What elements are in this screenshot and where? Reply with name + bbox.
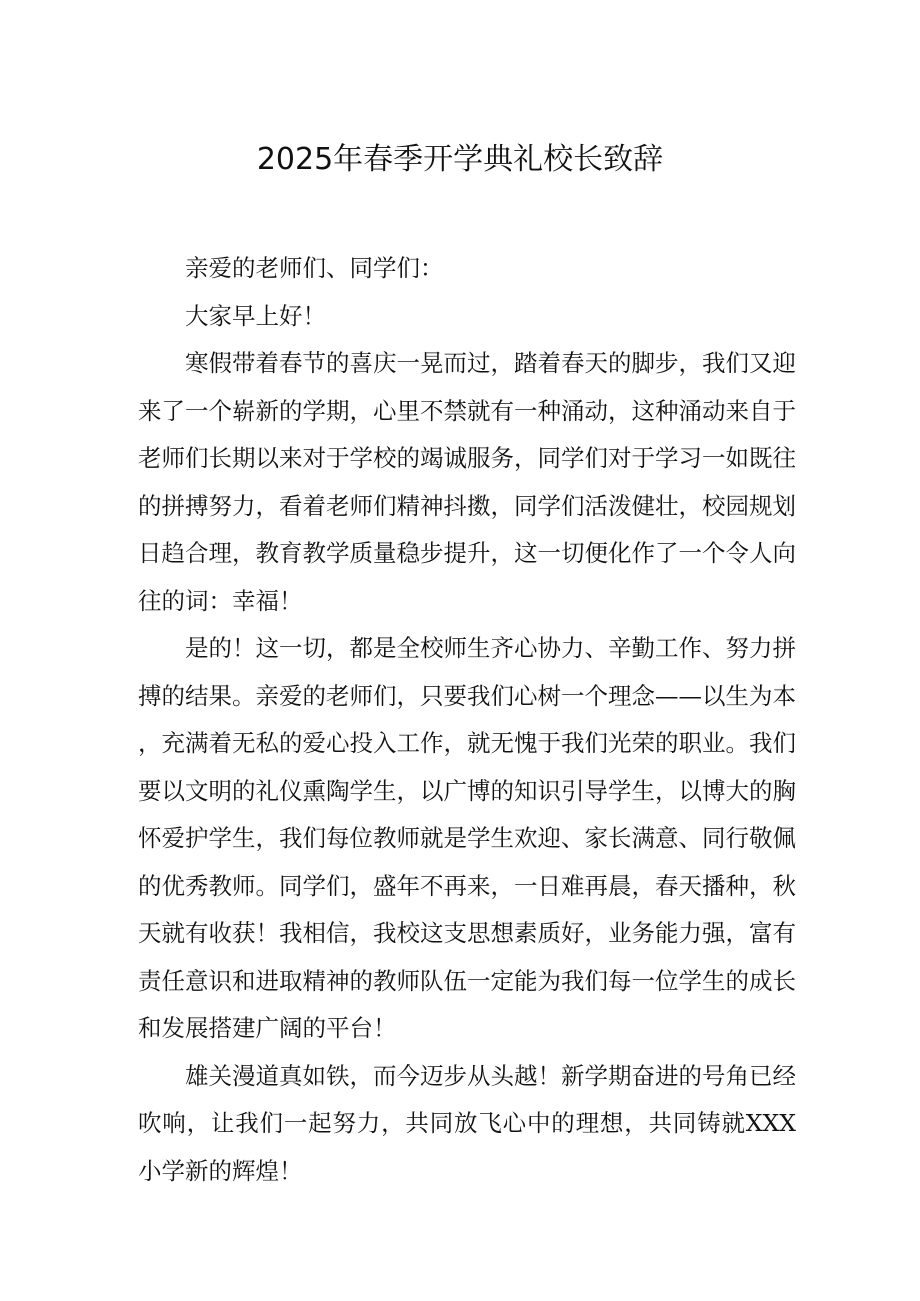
greeting: 大家早上好！ (185, 301, 326, 330)
body-paragraph: 寒假带着春节的喜庆一晃而过，踏着春天的脚步，我们又迎来了一个崭新的学期，心里不禁就有一种涌动，这种涌动来自于老师们长期以来对于学校的竭诚服务，同学们对于学习一如既往的拼搏努力，看着老师们精神抖擞，同学们活泼健壮，校园规划日趋合理，教育教学质量稳步提升，这一切便化作了一个令人向往的词：幸福！ (138, 349, 796, 615)
document-body (138, 245, 796, 1195)
salutation: 亲爱的老师们、同学们： (185, 254, 444, 282)
document-title: 2025年春季开学典礼校长致辞 (256, 142, 664, 177)
body-paragraph: 是的！这一切，都是全校师生齐心协力、辛勤工作、努力拼搏的结果。亲爱的老师们，只要我们心树一个理念——以生为本，充满着无私的爱心投入工作，就无愧于我们光荣的职业。我们要以文明的礼仪熏陶学生，以广博的知识引导学生，以博大的胸怀爱护学生，我们每位教师就是学生欢迎、家长满意、同行敬佩的优秀教师。同学们，盛年不再来，一日难再晨，春天播种，秋天就有收获！我相信，我校这支思想素质好，业务能力强，富有责任意识和进取精神的教师队伍一定能为我们每一位学生的成长和发展搭建广阔的平台！ (138, 634, 796, 1042)
closing-paragraph: 雄关漫道真如铁，而今迈步从头越！新学期奋进的号角已经吹响，让我们一起努力，共同放飞心中的理想，共同铸就XXX小学新的辉煌！ (138, 1061, 796, 1185)
